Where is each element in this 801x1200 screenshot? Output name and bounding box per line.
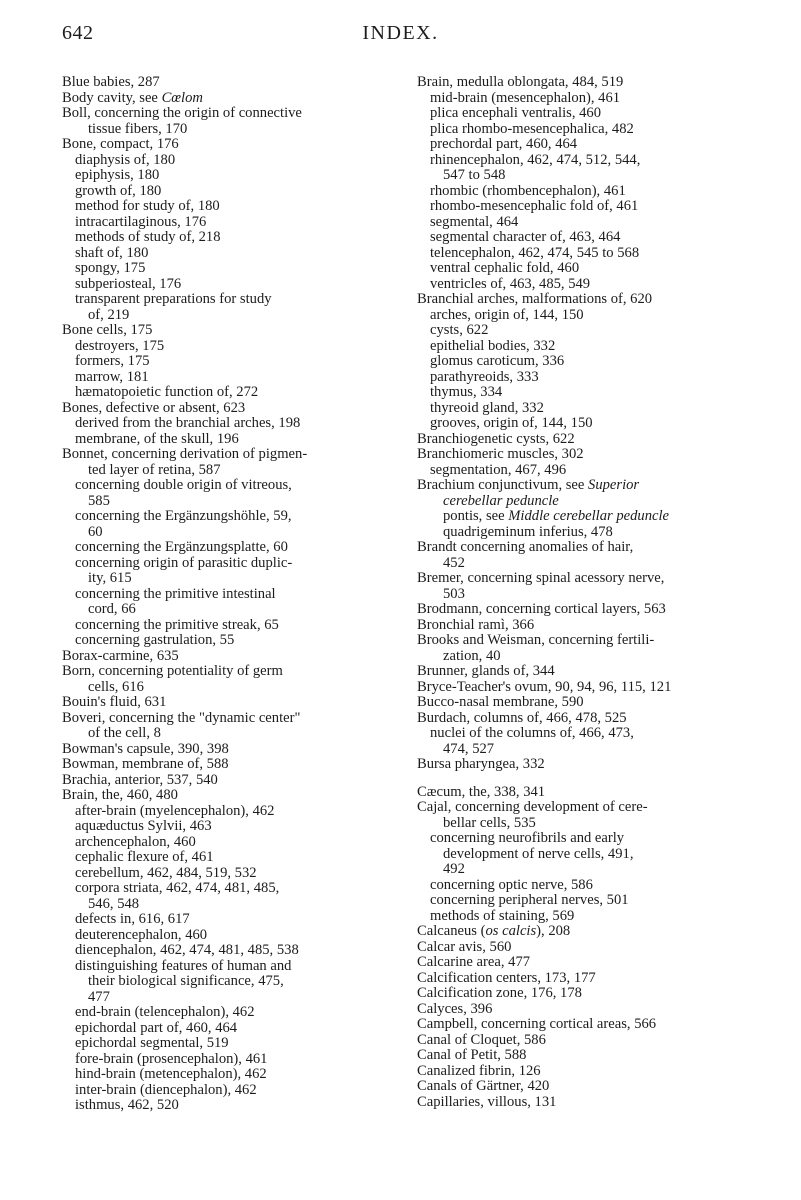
index-entry: Bones, defective or absent, 623: [62, 399, 246, 416]
running-head: INDEX.: [362, 22, 439, 44]
index-entry: deuterencephalon, 460: [75, 926, 208, 943]
index-entry: segmental, 464: [430, 213, 519, 230]
index-entry: Boll, concerning the origin of connective: [62, 105, 302, 121]
index-entry: Canal of Cloquet, 586: [417, 1031, 546, 1048]
index-entry: cerebellar peduncle: [443, 492, 559, 509]
index-entry: grooves, origin of, 144, 150: [430, 415, 593, 431]
index-entry: derived from the branchial arches, 198: [75, 415, 301, 431]
index-entry: segmental character of, 463, 464: [430, 229, 621, 245]
index-entry: 474, 527: [443, 740, 495, 757]
index-entry: 477: [88, 988, 110, 1005]
index-entry: Calyces, 396: [417, 1000, 493, 1017]
index-entry: formers, 175: [75, 353, 150, 369]
index-entry: Calcification zone, 176, 178: [417, 985, 582, 1001]
index-column-left: [62, 75, 402, 1114]
index-entry: diaphysis of, 180: [75, 151, 176, 168]
index-entry: corpora striata, 462, 474, 481, 485,: [75, 880, 280, 896]
page-header: [0, 22, 801, 58]
index-entry: subperiosteal, 176: [75, 275, 182, 292]
index-entry: end-brain (telencephalon), 462: [75, 1004, 255, 1020]
index-entry: thyreoid gland, 332: [430, 399, 544, 416]
index-entry: Bone, compact, 176: [62, 136, 179, 152]
index-entry: Canals of Gärtner, 420: [417, 1078, 550, 1094]
index-entry: epithelial bodies, 332: [430, 337, 556, 354]
index-entry: concerning the primitive intestinal: [75, 585, 276, 602]
index-entry: shaft of, 180: [75, 244, 149, 261]
index-entry: plica rhombo-mesencephalica, 482: [430, 120, 634, 137]
index-entry: isthmus, 462, 520: [75, 1097, 179, 1113]
index-entry: Body cavity, see Cœlom: [62, 89, 203, 106]
index-entry: spongy, 175: [75, 260, 146, 276]
index-entry: Bonnet, concerning derivation of pigmen-: [62, 446, 308, 462]
index-entry: concerning optic nerve, 586: [430, 876, 593, 893]
index-entry: methods of staining, 569: [430, 907, 575, 924]
index-entry: concerning neurofibrils and early: [430, 830, 625, 846]
index-entry: thymus, 334: [430, 384, 503, 400]
index-entry: cephalic flexure of, 461: [75, 849, 214, 865]
index-entry: Bowman's capsule, 390, 398: [62, 740, 229, 757]
index-entry: Brunner, glands of, 344: [417, 663, 555, 679]
index-entry: Bremer, concerning spinal acessory nerve,: [417, 570, 665, 586]
index-entry: Bronchial ramì, 366: [417, 616, 535, 633]
index-entry: diencephalon, 462, 474, 481, 485, 538: [75, 942, 299, 958]
index-entry: Born, concerning potentiality of germ: [62, 663, 283, 679]
index-entry: ted layer of retina, 587: [88, 461, 221, 478]
index-entry: ity, 615: [88, 570, 132, 586]
index-entry: rhombic (rhombencephalon), 461: [430, 182, 626, 199]
index-entry: Bouin's fluid, 631: [62, 694, 167, 710]
index-entry: epichordal part of, 460, 464: [75, 1019, 238, 1036]
index-entry: plica encephali ventralis, 460: [430, 105, 602, 121]
index-entry: marrow, 181: [75, 368, 149, 385]
index-entry: transparent preparations for study: [75, 291, 272, 307]
index-entry: Calcaneus (os calcis), 208: [417, 923, 571, 939]
index-entry: 585: [88, 492, 110, 509]
index-entry: nuclei of the columns of, 466, 473,: [430, 725, 634, 741]
index-entry: Brain, medulla oblongata, 484, 519: [417, 74, 624, 90]
index-entry: after-brain (myelencephalon), 462: [75, 802, 275, 819]
index-entry: Brandt concerning anomalies of hair,: [417, 539, 634, 555]
index-entry: Borax-carmine, 635: [62, 647, 179, 664]
index-entry: 546, 548: [88, 895, 140, 912]
index-entry: glomus caroticum, 336: [430, 353, 565, 369]
index-entry: ventricles of, 463, 485, 549: [430, 275, 591, 292]
index-entry: Bowman, membrane of, 588: [62, 756, 229, 772]
index-entry: of, 219: [88, 306, 130, 323]
index-entry: cord, 66: [88, 601, 136, 617]
index-entry: defects in, 616, 617: [75, 911, 190, 927]
index-entry: Bursa pharyngea, 332: [417, 756, 545, 772]
index-entry: Branchiomeric muscles, 302: [417, 446, 584, 462]
index-entry: 452: [443, 554, 465, 571]
index-entry: 503: [443, 585, 465, 602]
index-entry: quadrigeminum inferius, 478: [443, 523, 613, 540]
index-entry: Calcarine area, 477: [417, 954, 531, 970]
index-entry: Canalized fibrin, 126: [417, 1062, 541, 1079]
index-entry: epichordal segmental, 519: [75, 1035, 229, 1051]
index-entry: their biological significance, 475,: [88, 973, 284, 989]
index-entry: Calcification centers, 173, 177: [417, 969, 596, 986]
index-entry: development of nerve cells, 491,: [443, 845, 634, 862]
index-entry: cysts, 622: [430, 322, 489, 338]
index-entry: hind-brain (metencephalon), 462: [75, 1066, 267, 1082]
index-entry: Burdach, columns of, 466, 478, 525: [417, 709, 627, 726]
index-entry: 492: [443, 861, 465, 877]
index-entry: mid-brain (mesencephalon), 461: [430, 89, 621, 106]
index-entry: ventral cephalic fold, 460: [430, 260, 580, 276]
index-entry: Branchial arches, malformations of, 620: [417, 291, 653, 307]
index-entry: rhombo-mesencephalic fold of, 461: [430, 198, 639, 214]
index-entry: method for study of, 180: [75, 198, 220, 214]
index-entry: Brain, the, 460, 480: [62, 787, 178, 803]
index-entry: Cajal, concerning development of cere-: [417, 799, 648, 815]
index-entry: destroyers, 175: [75, 337, 165, 354]
index-entry: inter-brain (diencephalon), 462: [75, 1081, 257, 1098]
index-entry: Bucco-nasal membrane, 590: [417, 694, 584, 710]
index-entry: concerning origin of parasitic duplic-: [75, 554, 293, 571]
index-entry: Boveri, concerning the "dynamic center": [62, 709, 301, 726]
index-entry: methods of study of, 218: [75, 229, 221, 245]
index-entry: arches, origin of, 144, 150: [430, 306, 584, 323]
index-entry: aquæductus Sylvii, 463: [75, 818, 212, 834]
index-entry: Branchiogenetic cysts, 622: [417, 430, 575, 447]
index-entry: 547 to 548: [443, 167, 506, 183]
index-entry: [417, 773, 757, 785]
index-entry: membrane, of the skull, 196: [75, 430, 239, 447]
index-entry: growth of, 180: [75, 182, 162, 199]
index-entry: of the cell, 8: [88, 725, 161, 741]
index-entry: concerning the primitive streak, 65: [75, 616, 279, 633]
index-entry: telencephalon, 462, 474, 545 to 568: [430, 244, 640, 261]
index-entry: concerning the Ergänzungshöhle, 59,: [75, 508, 292, 524]
index-entry: concerning peripheral nerves, 501: [430, 892, 629, 908]
index-entry: rhinencephalon, 462, 474, 512, 544,: [430, 151, 641, 168]
index-entry: 60: [88, 523, 103, 540]
index-entry: Canal of Petit, 588: [417, 1047, 527, 1063]
index-entry: Brachia, anterior, 537, 540: [62, 771, 218, 788]
index-entry: Cæcum, the, 338, 341: [417, 783, 546, 800]
index-entry: Bone cells, 175: [62, 322, 153, 338]
index-entry: Brooks and Weisman, concerning fertili-: [417, 632, 655, 648]
index-entry: concerning double origin of vitreous,: [75, 477, 292, 493]
index-entry: cerebellum, 462, 484, 519, 532: [75, 864, 257, 881]
index-entry: distinguishing features of human and: [75, 957, 292, 974]
index-column-right: [417, 75, 757, 1110]
page-number: 642: [62, 22, 94, 44]
index-entry: Campbell, concerning cortical areas, 566: [417, 1016, 657, 1032]
index-entry: segmentation, 467, 496: [430, 461, 567, 478]
index-entry: pontis, see Middle cerebellar peduncle: [443, 508, 670, 524]
index-entry: Brachium conjunctivum, see Superior: [417, 477, 640, 493]
index-entry: epiphysis, 180: [75, 167, 160, 183]
index-entry: parathyreoids, 333: [430, 368, 539, 385]
index-entry: Calcar avis, 560: [417, 938, 512, 955]
index-entry: prechordal part, 460, 464: [430, 136, 578, 152]
index-entry: Capillaries, villous, 131: [417, 1093, 557, 1110]
index-entry: intracartilaginous, 176: [75, 213, 207, 230]
index-entry: hæmatopoietic function of, 272: [75, 384, 259, 400]
index-entry: bellar cells, 535: [443, 814, 536, 831]
index-entry: Blue babies, 287: [62, 74, 160, 90]
index-entry: cells, 616: [88, 678, 144, 695]
index-entry: Bryce-Teacher's ovum, 90, 94, 96, 115, 121: [417, 678, 672, 695]
index-entry: fore-brain (prosencephalon), 461: [75, 1050, 268, 1067]
index-entry: zation, 40: [443, 647, 501, 664]
index-entry: Brodmann, concerning cortical layers, 563: [417, 601, 666, 617]
index-entry: concerning the Ergänzungsplatte, 60: [75, 539, 288, 555]
index-entry: tissue fibers, 170: [88, 120, 188, 137]
index-entry: concerning gastrulation, 55: [75, 632, 235, 648]
index-entry: archencephalon, 460: [75, 833, 196, 850]
